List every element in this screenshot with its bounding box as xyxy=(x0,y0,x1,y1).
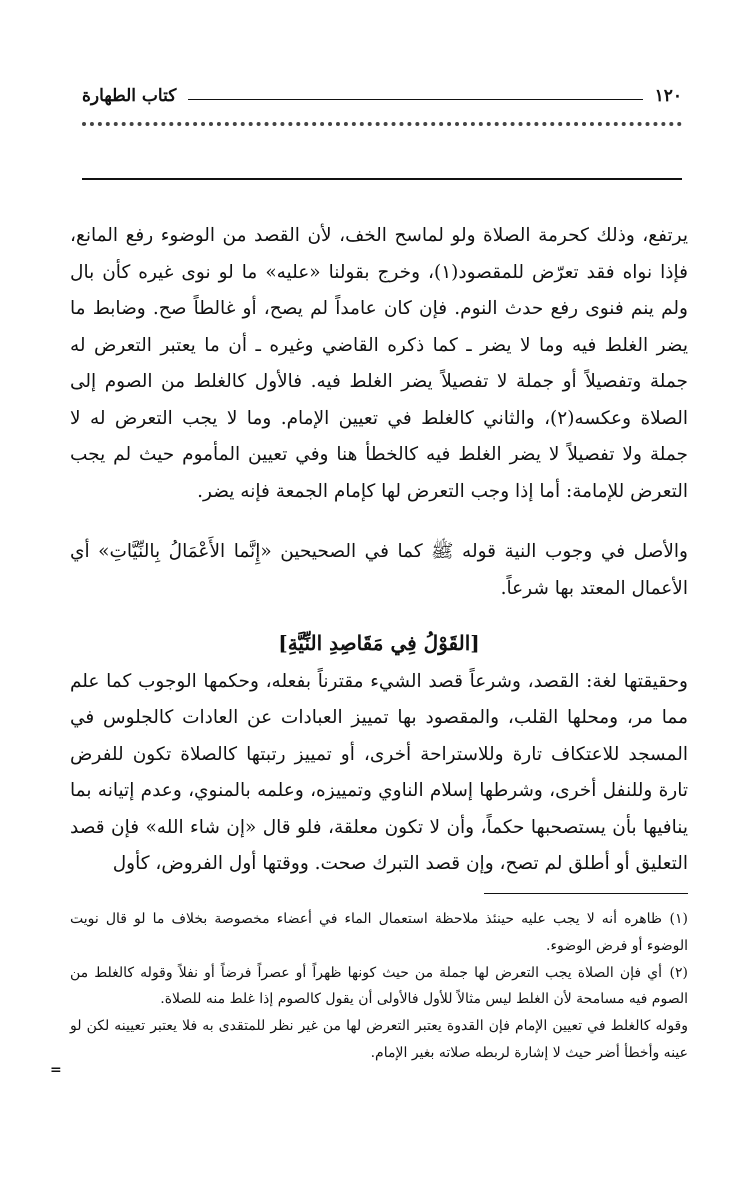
footnote-1 xyxy=(70,906,688,960)
continuation-mark: = xyxy=(50,1062,62,1078)
footnote-2-continuation: وقوله كالغلط في تعيين الإمام فإن القدوة يعتبر التعرض لها من غير نظر للمتقدى به فلا يعتبر تعيينه لكن لو عينه وأخطأ أضر حيث لا إشارة لربطه صلاته بغير الإمام. xyxy=(70,1018,688,1061)
paragraph-2: والأصل في وجوب النية قوله ﷺ كما في الصحيحين «إِنَّما الأَعْمَالُ بِالنِّيَّاتِ» أي الأعمال المعتد بها شرعاً. xyxy=(70,541,688,599)
footnote-1-mark: (١) xyxy=(669,911,688,927)
section-title: [القَوْلُ فِي مَقَاصِدِ النِّيَّةِ] xyxy=(278,631,480,655)
book-title: كتاب الطهارة xyxy=(82,86,177,106)
paragraph-1: يرتفع، وذلك كحرمة الصلاة ولو لماسح الخف، لأن القصد من الوضوء رفع المانع، فإذا نواه فقد تعرّض للمقصود(١)، وخرج بقولنا «عليه» ما لو نوى غيره كأن بال ولم ينم فنوى رفع حدث النوم. فإن كان عامداً لم يصح، أو غالطاً صح. وضابط ما يضر الغلط فيه وما لا يضر ـ كما ذكره القاضي وغيره ـ أن ما يعتبر التعرض له جملة وتفصيلاً أو جملة لا تفصيلاً يضر الغلط فيه. فالأول كالغلط من الصوم إلى الصلاة وعكسه(٢)، والثاني كالغلط في تعيين الإمام. وما لا يجب التعرض له لا جملة ولا تفصيلاً لا يضر الغلط فيه كالخطأ هنا وفي تعيين المأموم حيث لم يجب التعرض للإمامة: أما إذا وجب التعرض لها كإمام الجمعة فإنه يضر. xyxy=(70,225,688,502)
footnote-2-mark: (٢) xyxy=(669,964,688,981)
header-rule xyxy=(188,99,642,100)
main-text xyxy=(70,218,688,883)
dotted-separator xyxy=(82,122,682,136)
footnote-2-text: أي فإن الصلاة يجب التعرض لها جملة من حيث كونها ظهراً أو عصراً فرضاً أو نفلاً وقوله كالغلط من الصوم فيه مسامحة لأن الغلط ليس مثالاً للأول فالأولى أن يقول كالصوم إذا غلط منه للصلاة. xyxy=(70,964,688,1008)
footnote-2 xyxy=(70,960,688,1014)
page-header xyxy=(82,76,682,106)
page-number: ١٢٠ xyxy=(654,86,682,106)
paragraph-3: وحقيقتها لغة: القصد، وشرعاً قصد الشيء مقترناً بفعله، وحكمها الوجوب كما علم مما مر، ومحلها القلب، والمقصود بها تمييز العبادات عن العادات كالجلوس في المسجد للاعتكاف تارة وللاستراحة أخرى، أو تمييز رتبتها كالصلاة تكون للفرض تارة وللنفل أخرى، وشرطها إسلام الناوي وتمييزه، وعلمه بالمنوي، وعدم إتيانه بما ينافيها بأن يستصحبها حكماً، وأن لا تكون معلقة، فلو قال «إن شاء الله» فإن قصد التعليق أو أطلق لم تصح، وإن قصد التبرك صحت. ووقتها أول الفروض، كأول xyxy=(70,670,688,874)
footnote-rule xyxy=(484,893,688,894)
thick-separator xyxy=(82,178,682,180)
footnotes xyxy=(70,906,688,1067)
footnote-1-text: ظاهره أنه لا يجب عليه حينئذ ملاحظة استعمال الماء في أعضاء مخصوصة بخلاف ما لو قال نويت الوضوء أو فرض الوضوء. xyxy=(70,911,688,954)
